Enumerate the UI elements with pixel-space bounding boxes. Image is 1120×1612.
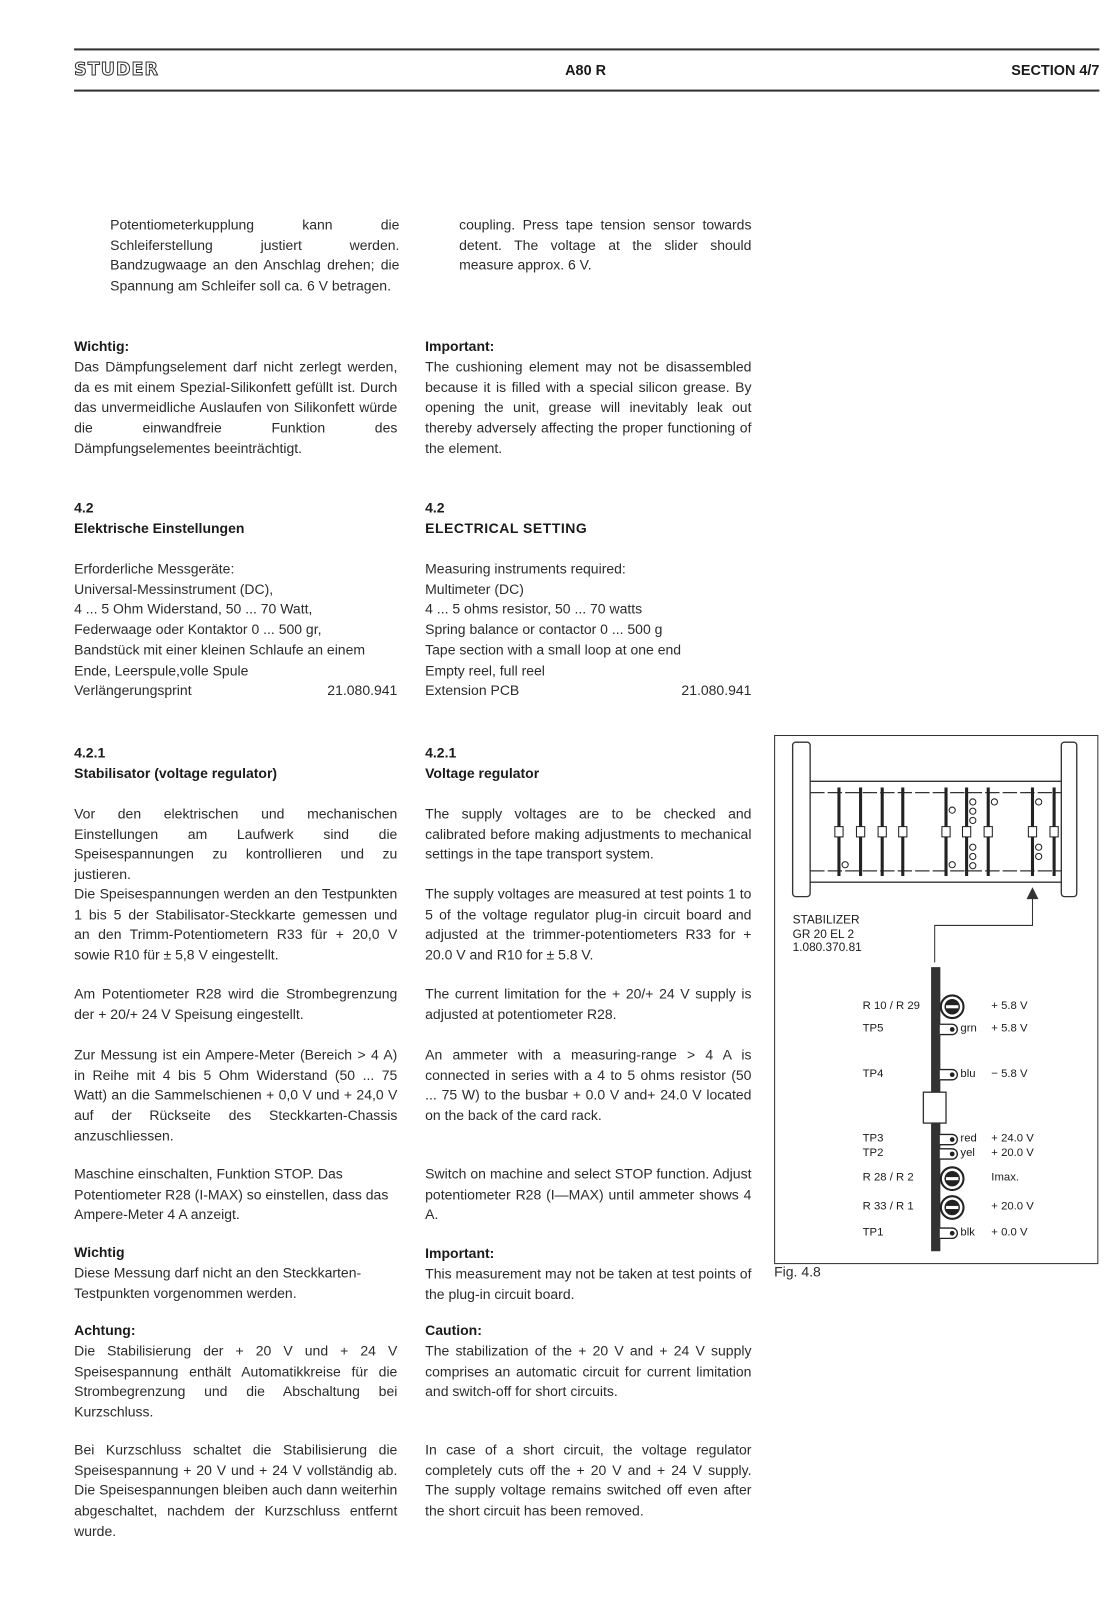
caution-text-de: Die Stabilisierung der + 20 V und + 24 V Speisespannung enthält Automatikkreise für die Strombegrenzung und die Abschaltung bei Kurzschluss. [74, 1343, 398, 1420]
test-point-name: R 28 / R 2 [862, 1171, 914, 1184]
list-item: 4 ... 5 ohms resistor, 50 ... 70 watts [425, 601, 643, 618]
list-item: Spring balance or contactor 0 ... 500 g [425, 621, 663, 638]
test-point-value: + 20.0 V [991, 1146, 1034, 1160]
section-number: SECTION 4/7 [1011, 61, 1100, 79]
paragraph-de: Maschine einschalten, Funktion STOP. Das Potentiometer R28 (I-MAX) so einstellen, dass das Ampere-Meter 4 A anzeigt. [74, 1166, 389, 1223]
test-point-name: R 10 / R 29 [862, 999, 920, 1012]
figure-caption: Fig. 4.8 [774, 1264, 821, 1280]
test-point-value: − 5.8 V [991, 1067, 1028, 1080]
subsection-title-de: Stabilisator (voltage regulator) [74, 765, 278, 782]
list-item: Empty reel, full reel [425, 662, 545, 678]
paragraph-en: An ammeter with a measuring-range > 4 A is connected in series with a 4 to 5 ohms resistor (50 ... 75 W) to the busbar + 0.0 V and+ 24.0 V located on the back of the card rack. [425, 1046, 752, 1124]
card-test-point [1036, 853, 1042, 859]
caution-heading-de: Achtung: [74, 1322, 136, 1339]
card-test-point [970, 799, 976, 805]
rack-left-bracket [793, 742, 810, 896]
paragraph-de: Vor den elektrischen und mechanischen Einstellungen am Laufwerk sind die Speisespannungen zu kontrollieren und zu justieren. [74, 806, 398, 883]
paragraph-de: Zur Messung ist ein Ampere-Meter (Bereich > 4 A) in Reihe mit 4 bis 5 Ohm Widerstand (50 ... 75 Watt) an die Sammelschienen + 0,0 V und + 24,0 V auf der Rückseite des Steckkarten-Chassis anzuschliessen. [74, 1046, 398, 1144]
card-test-point [970, 853, 976, 859]
pcb-number: 21.080.941 [327, 682, 398, 699]
board-connector [923, 1092, 946, 1123]
paragraph-en: The supply voltages are to be checked and calibrated before making adjustments to mechanical settings in the tape transport system. [425, 806, 752, 863]
card-test-point [1036, 799, 1042, 805]
test-point-name: TP4 [862, 1067, 884, 1080]
test-point-name: TP3 [862, 1132, 884, 1145]
test-point-icon [940, 1070, 957, 1080]
list-item: Ende, Leerspule,volle Spule [74, 662, 249, 678]
note-heading-de: Wichtig [74, 1244, 125, 1260]
figure-title [793, 914, 862, 956]
test-point-value: + 20.0 V [991, 1200, 1034, 1213]
test-point-icon [940, 1134, 957, 1144]
pcb-label: Verlängerungsprint [74, 682, 192, 699]
test-point-value: + 0.0 V [991, 1226, 1028, 1239]
card-test-point [970, 808, 976, 814]
pcb-label: Extension PCB [425, 682, 520, 699]
studer-logo: STUDER [74, 59, 160, 81]
subsection-number-en: 4.2.1 [425, 745, 457, 761]
rack-right-bracket [1061, 742, 1076, 896]
important-text-de: Das Dämpfungselement darf nicht zerlegt werden, da es mit einem Spezial-Silikonfett gefüllt ist. Durch das unvermeidliche Auslaufen von Silikonfett würde die einwandfreie Funktion des Dämpfungselementes beeinträchtigt. [74, 359, 398, 456]
paragraph-de: Bei Kurzschluss schaltet die Stabilisierung die Speisespannung + 20 V und + 24 V vollständig ab. Die Speisespannungen bleiben auch dann weiterhin abgeschaltet, nachdem der Kurzschluss entfernt wurde. [74, 1442, 398, 1539]
list-item: Erforderliche Messgeräte: [74, 561, 235, 577]
subsection-title-en: Voltage regulator [425, 765, 540, 782]
section-title-de: Elektrische Einstellungen [74, 520, 245, 537]
important-heading-de: Wichtig: [74, 338, 130, 355]
test-point-color: yel [960, 1146, 975, 1160]
test-point-value: + 24.0 V [991, 1132, 1034, 1145]
test-point-color: blk [960, 1226, 975, 1239]
intro-de: Potentiometerkupplung kann die Schleiferstellung justiert werden. Bandzugwaage an den Anschlag drehen; die Spannung am Schleifer soll ca. 6 V betragen. [110, 217, 400, 294]
paragraph-en: In case of a short circuit, the voltage regulator completely cuts off the + 20 V and + 24 V supply. The supply voltage remains switched off even after the short circuit has been removed. [425, 1442, 752, 1519]
list-item: Universal-Messinstrument (DC), [74, 581, 274, 597]
arrow-icon [1027, 888, 1037, 898]
important-heading-en: Important: [425, 338, 495, 355]
pcb-number: 21.080.941 [681, 682, 752, 699]
test-point-name: TP1 [862, 1226, 884, 1239]
caution-heading-en: Caution: [425, 1322, 482, 1339]
caution-text-en: The stabilization of the + 20 V and + 24 V supply comprises an automatic circuit for current limitation and switch-off for short circuits. [425, 1343, 752, 1400]
list-item: Bandstück mit einer kleinen Schlaufe an einem [74, 642, 366, 658]
test-point-icon [940, 1024, 957, 1034]
card-test-point [949, 807, 955, 813]
test-point-name: TP5 [862, 1022, 884, 1035]
model-name: A80 R [565, 61, 606, 79]
note-text-en: This measurement may not be taken at test points of the plug-in circuit board. [425, 1266, 752, 1302]
note-text-de: Diese Messung darf nicht an den Steckkarten-Testpunkten vorgenommen werden. [74, 1265, 362, 1301]
list-item: Multimeter (DC) [425, 581, 524, 597]
test-point-name: TP2 [862, 1146, 884, 1160]
important-text-en: The cushioning element may not be disassembled because it is filled with a special silicon grease. By opening the unit, grease will inevitably leak out thereby adversely affecting the proper functioning of the element. [425, 359, 752, 456]
paragraph-de: Am Potentiometer R28 wird die Strombegrenzung der + 20/+ 24 V Speisung eingestellt. [74, 986, 398, 1022]
test-point-color: grn [960, 1022, 977, 1035]
card-test-point [970, 863, 976, 869]
paragraph-en: Switch on machine and select STOP function. Adjust potentiometer R28 (I—MAX) until ammeter shows 4 A. [425, 1166, 752, 1223]
section-title-en: ELECTRICAL SETTING [425, 520, 588, 537]
note-heading-en: Important: [425, 1245, 495, 1262]
test-point-color: blu [960, 1067, 976, 1080]
intro-en: coupling. Press tape tension sensor towards detent. The voltage at the slider should measure approx. 6 V. [459, 217, 752, 274]
test-point-icon [940, 1228, 957, 1238]
card-test-point [949, 862, 955, 868]
card-test-point [1036, 844, 1042, 850]
card-test-point [991, 799, 997, 805]
card-test-point [970, 817, 976, 823]
list-item: Federwaage oder Kontaktor 0 ... 500 gr, [74, 621, 322, 638]
test-point-value: + 5.8 V [991, 999, 1028, 1012]
section-number-de: 4.2 [74, 500, 94, 516]
test-point-value: Imax. [991, 1171, 1020, 1184]
list-item: Measuring instruments required: [425, 561, 626, 577]
list-item: Tape section with a small loop at one end [425, 642, 682, 658]
section-number-en: 4.2 [425, 500, 445, 516]
paragraph-de: Die Speisespannungen werden an den Testpunkten 1 bis 5 der Stabilisator-Steckkarte gemessen und an den Trimm-Potentiometern R33 für + 20,0 V sowie R10 für ± 5,8 V eingestellt. [74, 886, 398, 963]
paragraph-en: The supply voltages are measured at test points 1 to 5 of the voltage regulator plug-in circuit board and adjusted at the trimmer-potentiometers R33 for + 20.0 V and R10 for ± 5.8 V. [425, 886, 752, 963]
list-item: 4 ... 5 Ohm Widerstand, 50 ... 70 Watt, [74, 601, 313, 618]
figure-title-line: 1.080.370.81 [792, 941, 862, 955]
figure-title-line: GR 20 EL 2 [792, 928, 855, 941]
card-test-point [970, 844, 976, 850]
test-point-value: + 5.8 V [991, 1022, 1028, 1035]
figure-title-line: STABILIZER [792, 914, 860, 927]
test-point-color: red [960, 1132, 977, 1145]
test-point-name: R 33 / R 1 [862, 1200, 914, 1213]
subsection-number-de: 4.2.1 [74, 745, 106, 761]
card-test-point [842, 862, 848, 868]
test-point-icon [940, 1149, 957, 1159]
paragraph-en: The current limitation for the + 20/+ 24 V supply is adjusted at potentiometer R28. [425, 986, 752, 1022]
